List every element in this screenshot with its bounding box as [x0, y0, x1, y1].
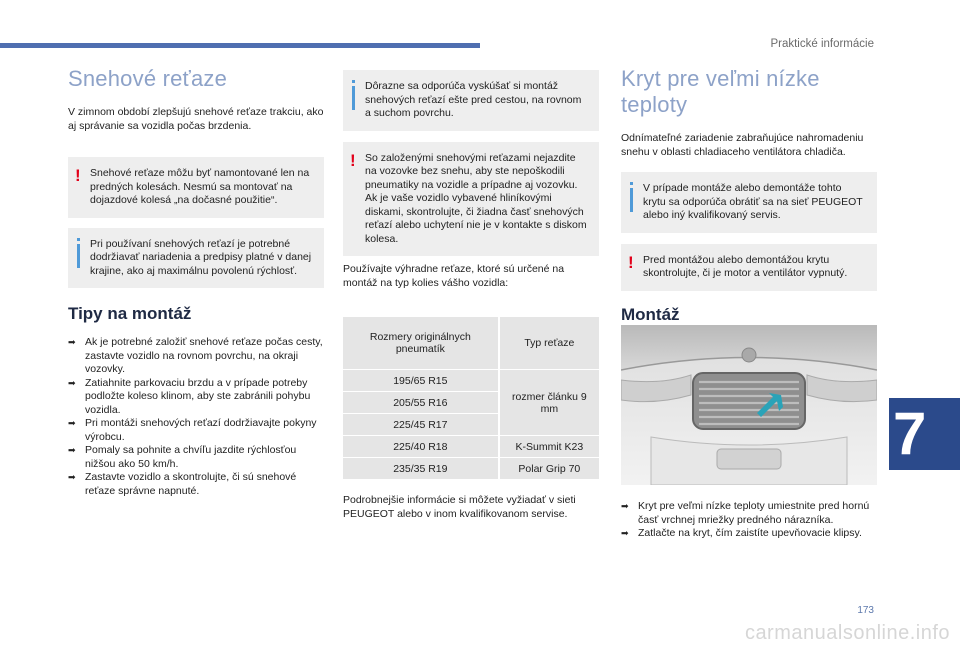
- list-item: ➡ Pri montáži snehových reťazí dodržiavajte pokyny výrobcu.: [68, 417, 317, 443]
- info-box-practice: [343, 70, 599, 131]
- table-cell: rozmer článku 9 mm: [499, 370, 599, 436]
- column-header-size: Rozmery originálnych pneumatík: [343, 317, 499, 370]
- table-cell: Polar Grip 70: [499, 458, 599, 480]
- table-row: [343, 436, 599, 458]
- list-item: ➡ Zastavte vozidlo a skontrolujte, či sú snehové reťaze správne napnuté.: [68, 471, 297, 497]
- table-cell: 235/35 R19: [343, 458, 499, 480]
- table-header-row: [343, 317, 599, 370]
- intro-snow-chains: V zimnom období zlepšujú snehové reťaze trakciu, ako aj správanie sa vozidla počas brzdenia.: [68, 106, 324, 132]
- arrow-bullet-icon: ➡: [68, 472, 76, 482]
- page-number: 173: [857, 605, 874, 616]
- warning-text: So založenými snehovými reťazami nejazdite na vozovke bez snehu, aby ste nepoškodili pneumatiky na vozidle a prípadne aj vozovku. Ak je vaše vozidlo vybavené hliníkovými diskami, skontrolujte, či žiadna časť snehových reťazí alebo uchytení nie je v kontakte s diskom kolesa.: [365, 151, 587, 245]
- title-snow-chains: Snehové reťaze: [68, 66, 228, 91]
- info-text: Dôrazne sa odporúča vyskúšať si montáž snehových reťazí ešte pred cestou, na rovnom a suchom povrchu.: [365, 80, 582, 119]
- list-item: ➡ Zatlačte na kryt, čím zaistíte upevňovacie klipsy.: [621, 527, 862, 539]
- column-header-type: Typ reťaze: [499, 317, 599, 370]
- info-box-service: [621, 172, 877, 233]
- info-i-icon: [77, 238, 80, 241]
- exclamation-icon: !: [350, 150, 356, 170]
- info-i-icon-bar: [630, 188, 633, 212]
- exclamation-icon: !: [628, 252, 634, 272]
- title-cold-cover: Kryt pre veľmi nízke teploty: [621, 66, 820, 117]
- list-item: ➡ Zatiahnite parkovaciu brzdu a v prípade potreby podložte koleso klinom, aby ste zabránili pohybu vozidla.: [68, 376, 311, 416]
- info-i-icon: [630, 182, 633, 185]
- column-snow-chains-continued: [343, 70, 599, 521]
- watermark-text: carmanualsonline.info: [744, 622, 950, 644]
- info-i-icon-bar: [77, 244, 80, 268]
- section-title: Praktické informácie: [770, 38, 874, 50]
- chapter-tab: [889, 398, 960, 470]
- table-row: [343, 370, 599, 392]
- warning-text: Snehové reťaze môžu byť namontované len na predných kolesách. Nesmú sa montovať na dojazdové kolesá „na dočasné použitie“.: [90, 167, 310, 206]
- arrow-bullet-icon: ➡: [621, 528, 629, 538]
- chapter-number: 7: [893, 400, 927, 467]
- warning-box-no-snow: [343, 142, 599, 257]
- table-cell: K-Summit K23: [499, 436, 599, 458]
- arrow-bullet-icon: ➡: [68, 445, 76, 455]
- tips-list: [68, 336, 324, 498]
- header-color-bar: [0, 43, 480, 48]
- chain-table: [343, 316, 599, 480]
- table-cell: 195/65 R15: [343, 370, 499, 392]
- car-grille-photo: [621, 325, 877, 485]
- info-i-icon: [352, 80, 355, 83]
- info-text: Pri používaní snehových reťazí je potrebné dodržiavať nariadenia a predpisy platné v danej krajine, ako aj maximálnu povolenú rýchlosť.: [90, 237, 312, 277]
- intro-cold-cover: Odnímateľné zariadenie zabraňujúce nahromadeniu snehu v oblasti chladiaceho ventilátora chladiča.: [621, 132, 864, 158]
- arrow-bullet-icon: ➡: [68, 418, 76, 428]
- warning-box-engine-off: [621, 244, 877, 291]
- exclamation-icon: !: [75, 166, 81, 185]
- title-mounting: Montáž: [621, 304, 680, 324]
- info-text: V prípade montáže alebo demontáže tohto krytu sa odporúča obrátiť sa na sieť PEUGEOT alebo iný kvalifikovaný servis.: [643, 182, 863, 221]
- table-row: [343, 458, 599, 480]
- warning-text: Pred montážou alebo demontážou krytu skontrolujte, či je motor a ventilátor vypnutý.: [643, 253, 848, 279]
- column-snow-chains: [68, 60, 324, 498]
- car-front-illustration: [621, 325, 877, 485]
- usage-text: Používajte výhradne reťaze, ktoré sú určené na montáž na typ kolies vášho vozidla:: [343, 263, 565, 289]
- list-item: ➡ Pomaly sa pohnite a chvíľu jazdite rýchlosťou nižšou ako 50 km/h.: [68, 444, 297, 470]
- list-item: ➡ Kryt pre veľmi nízke teploty umiestnite pred hornú časť vrchnej mriežky predného nárazníka.: [621, 500, 870, 526]
- table-cell: 225/40 R18: [343, 436, 499, 458]
- mounting-steps: [621, 500, 877, 541]
- column-cold-cover: [621, 60, 877, 337]
- footer-text: Podrobnejšie informácie si môžete vyžiadať v sieti PEUGEOT alebo v inom kvalifikovanom servise.: [343, 494, 576, 520]
- info-i-icon-bar: [352, 86, 355, 110]
- steps-list: [621, 500, 877, 541]
- table-cell: 205/55 R16: [343, 392, 499, 414]
- arrow-bullet-icon: ➡: [68, 337, 76, 347]
- arrow-bullet-icon: ➡: [68, 377, 76, 388]
- table-cell: 225/45 R17: [343, 414, 499, 436]
- info-box-regulations: [68, 228, 324, 289]
- list-item: ➡ Ak je potrebné založiť snehové reťaze počas cesty, zastavte vozidlo na rovnom povrchu, na okraji vozovky.: [68, 336, 323, 375]
- warning-box-front-wheels: [68, 157, 324, 218]
- title-tips: Tipy na montáž: [68, 304, 192, 323]
- arrow-bullet-icon: ➡: [621, 501, 629, 511]
